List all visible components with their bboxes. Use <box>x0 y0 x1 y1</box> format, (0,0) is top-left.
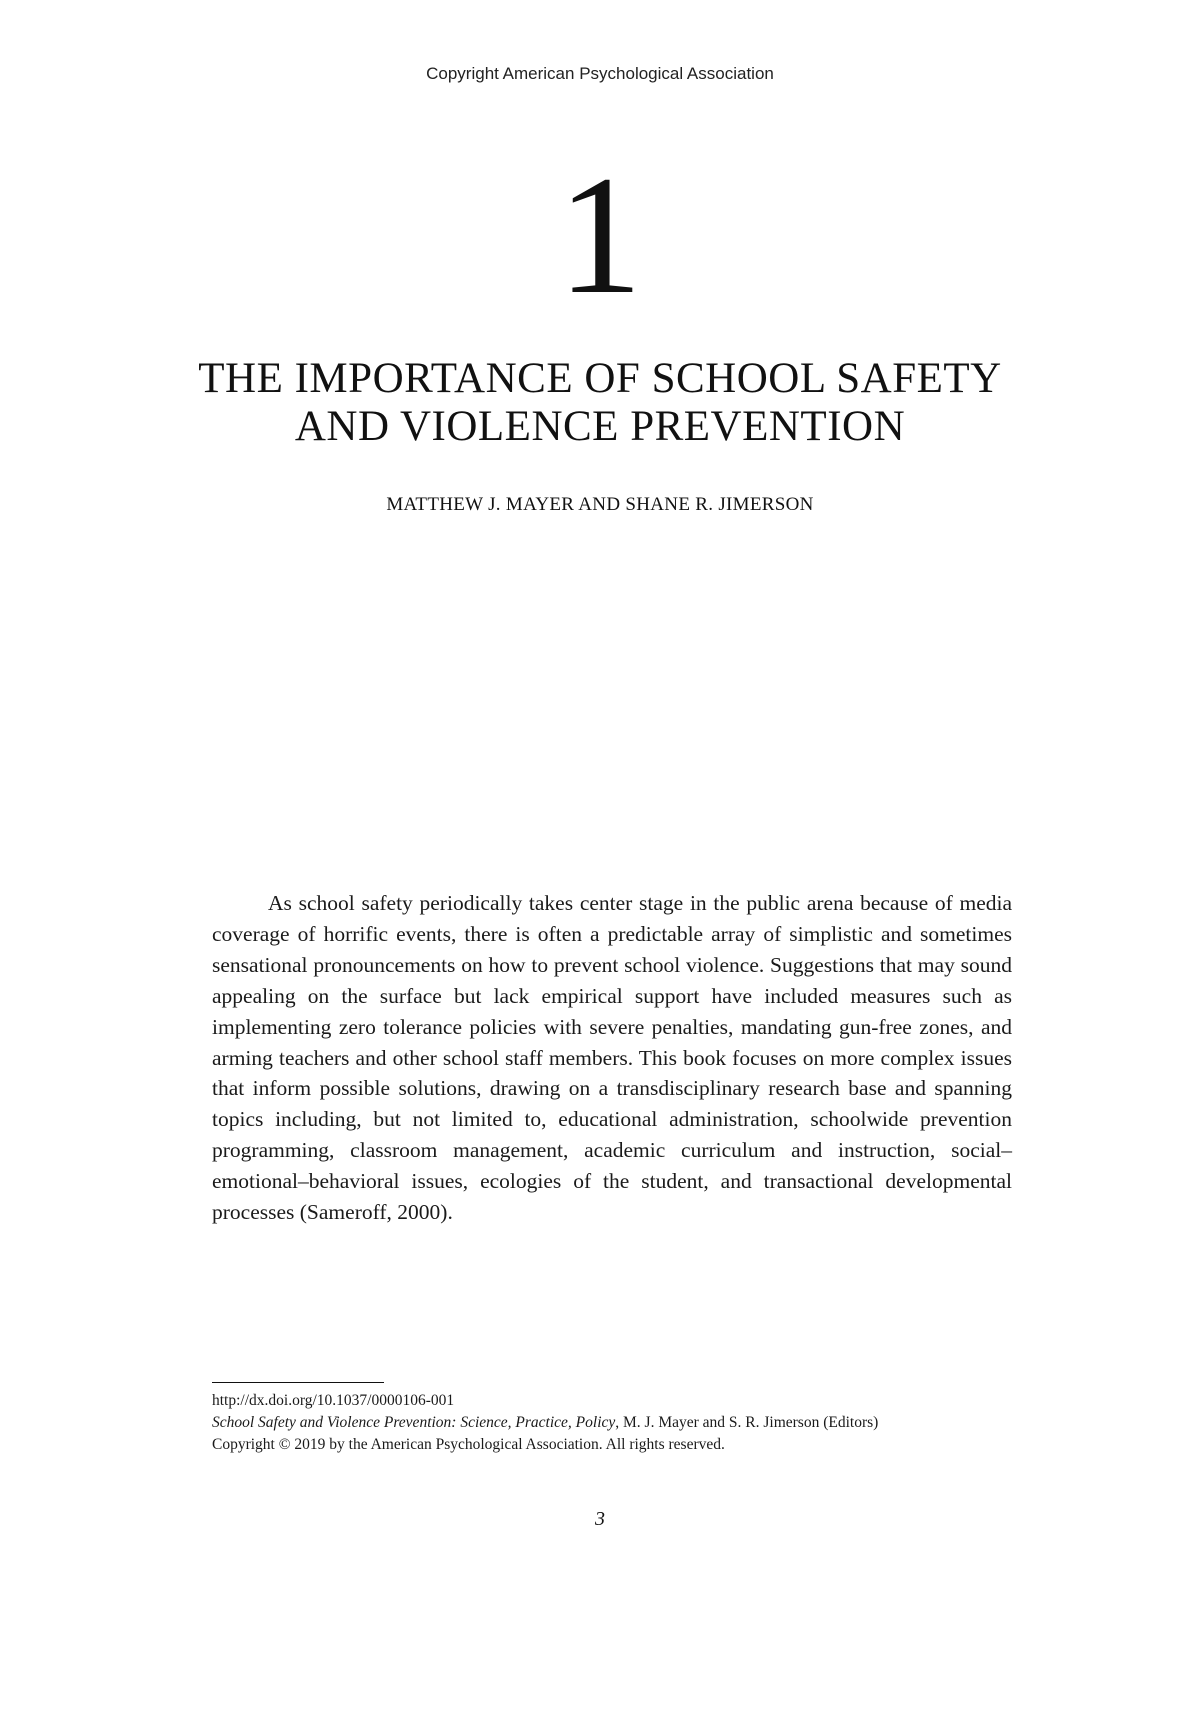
chapter-title-line-1: THE IMPORTANCE OF SCHOOL SAFETY <box>198 355 1002 402</box>
footnote-divider <box>212 1382 384 1383</box>
chapter-title <box>0 355 1200 451</box>
chapter-title-line-2: AND VIOLENCE PREVENTION <box>294 403 906 450</box>
copyright-watermark: Copyright American Psychological Association <box>426 64 774 83</box>
chapter-number: 1 <box>557 141 643 329</box>
footnote-copyright: Copyright © 2019 by the American Psychological Association. All rights reserved. <box>212 1436 725 1453</box>
footnote <box>212 1390 1032 1456</box>
body-paragraph: As school safety periodically takes center stage in the public arena because of media coverage of horrific events, there is often a predictable array of simplistic and sometimes sensational pronouncements on how to prevent school violence. Suggestions that may sound appealing on the surface but lack empirical support have included measures such as implementing zero tolerance policies with severe penalties, mandating gun-free zones, and arming teachers and other school staff members. This book focuses on more complex issues that inform possible solutions, drawing on a transdisciplinary research base and spanning topics including, but not limited to, educational administration, schoolwide prevention programming, classroom management, academic curriculum and instruction, social–emotional–behavioral issues, ecologies of the student, and transactional developmental processes (Sameroff, 2000). <box>212 891 1012 1225</box>
footnote-book-title: School Safety and Violence Prevention: Science, Practice, Policy <box>212 1414 616 1431</box>
page-number: 3 <box>595 1508 605 1530</box>
footnote-book-editors: , M. J. Mayer and S. R. Jimerson (Editors) <box>615 1414 879 1431</box>
footnote-doi: http://dx.doi.org/10.1037/0000106-001 <box>212 1392 455 1409</box>
footnote-citation <box>212 1412 1032 1434</box>
chapter-authors: MATTHEW J. MAYER AND SHANE R. JIMERSON <box>386 494 814 515</box>
